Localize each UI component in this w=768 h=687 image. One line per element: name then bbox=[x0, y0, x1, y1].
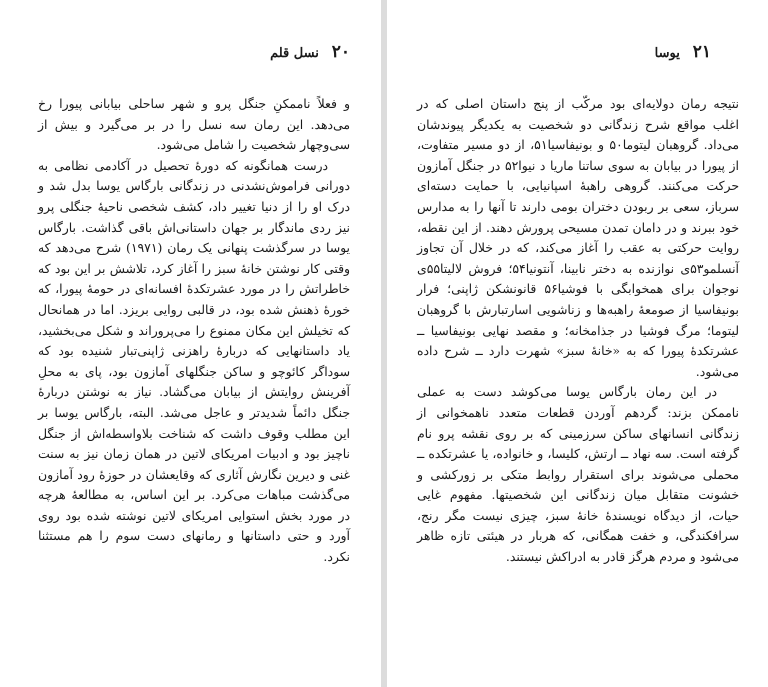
left-paragraph-2: درست همانگونه که دورهٔ تحصیل در آکادمی نظامی به دورانی فراموش‌نشدنی در زندگانی بارگاس یوسا بدل شد و درک او را از دنیا تغییر داد، کشف شخصی ناحیهٔ جنگلی پرو نیز ردی ماندگار بر جهان داستانی‌اش باقی گذاشت. بارگاس یوسا در سرگذشت پنهانی یک رمان (۱۹۷۱) شرح می‌دهد که وقتی کار نوشتن خانهٔ سبز را آغاز کرد، تلاشش بر این بود که خاطراتش را در مورد عشرتکدهٔ افسانه‌ای در حومهٔ پیورا، که خورهٔ ذهنش شده بود، در قالبی روایی بریزد. اما در همانحال که تخیلش این مکان ممنوع را می‌پروراند و شکل می‌بخشید، یاد داستانهایی که دربارهٔ راهزنی ژاپنی‌تبار شنیده بود که سوداگر کائوچو و ساکن جنگلهای آمازون بود، پای به محلِ آفرینش روایتش از بیابان می‌گشاد. نیاز به نوشتن دربارهٔ جنگل دائماً شدیدتر و عاجل می‌شد. البته، بارگاس یوسا بر این مطلب وقوف داشت که شناخت بلاواسطه‌اش از جنگل ناچیز بود و ادبیات امریکای لاتین در همان زمان نیز به سنت غنی و دیرین نگارش آثاری که وقایعشان در حوزهٔ رود آمازون می‌گذشت مباهات می‌کرد. بر این اساس، به مطالعهٔ هرچه در مورد بخش استوایی امریکای لاتین نوشته شده بود روی آورد و حتی داستانها و رمانهای دست سوم را هم مستثنا نکرد. bbox=[38, 157, 350, 565]
left-page-number: ۲۰ bbox=[331, 42, 350, 62]
right-page-header bbox=[417, 42, 711, 66]
left-paragraph-1: و فعلاً ناممکنِ جنگل پرو و شهر ساحلی بیابانی پیورا رخ می‌دهد. این رمان سه نسل را در بر می‌گیرد و بیش از سی‌وچهار شخصیت را شامل می‌شود. bbox=[38, 96, 350, 153]
left-page-header bbox=[62, 42, 350, 66]
right-page-body bbox=[417, 94, 739, 568]
right-paragraph-2: در این رمان بارگاس یوسا می‌کوشد دست به عملی ناممکن بزند: گردهم آوردن قطعات متعدد ناهمخوانی از زندگانی انسانهای ساکن سرزمینی که بر روی نقشه پرو نام گرفته است. سه نهاد ــ ارتش، کلیسا، و خانواده، یا عشرتکده ــ محملی می‌شوند برای استقرار روابط متکی بر زورکشی و خشونت متقابل میان زندگانی این شخصیتها. مفهوم غایی حیات، از دیدگاه نویسندهٔ خانهٔ سبز، چیزی نیست مگر رنج، سرافکندگی، و خفت همگانی، که هربار در هیئتی تازه ظاهر می‌شود و مردم هرگز قادر به ادراکش نیستند. bbox=[417, 384, 739, 565]
right-running-title: یوسا bbox=[654, 46, 680, 61]
right-page bbox=[387, 0, 768, 687]
left-running-title: نسل قلم bbox=[270, 46, 319, 61]
right-paragraph-1: نتیجه رمان دولایه‌ای بود مرکّب از پنج داستان اصلی که در اغلب مواقع شرح زندگانی دو شخصیت به یکدیگر پیوندشان می‌داد. گروهبان لیتوما۵۰ و بونیفاسیا۵۱، از دو مسیر متفاوت، از پیورا در بیابان به سوی ساتنا ماریا د نیوا۵۲ در جنگل آمازون حرکت می‌کنند. گروهی راهبهٔ اسپانیایی، با حمایت دسته‌ای سرباز، سعی بر ربودن دختران بومی دارند تا آنها را به مدارس خود ببرند و در دامان تمدن مسیحی پرورش دهند. از این نقطه، روایت حرکتی به عقب را آغاز می‌کند، که در خلال آن تجاوز آنسلمو۵۳ی نوازنده به دختر نابینا، آنتونیا۵۴؛ فروش لالیتا۵۵ی نوجوان برای همخوابگی با فوشیا۵۶ قانونشکن ژاپنی؛ فرار بونیفاسیا از صومعهٔ راهبه‌ها و زناشویی اسارتبارش با گروهبان لیتوما؛ مرگ فوشیا در جذامخانه؛ و مقصد نهایی بونیفاسیا ــ عشرتکدهٔ پیورا که به «خانهٔ سبز» شهرت دارد ــ شرح داده می‌شود. bbox=[417, 96, 739, 379]
right-page-number: ۲۱ bbox=[692, 42, 711, 62]
left-page-body bbox=[38, 94, 350, 568]
left-page bbox=[0, 0, 381, 687]
